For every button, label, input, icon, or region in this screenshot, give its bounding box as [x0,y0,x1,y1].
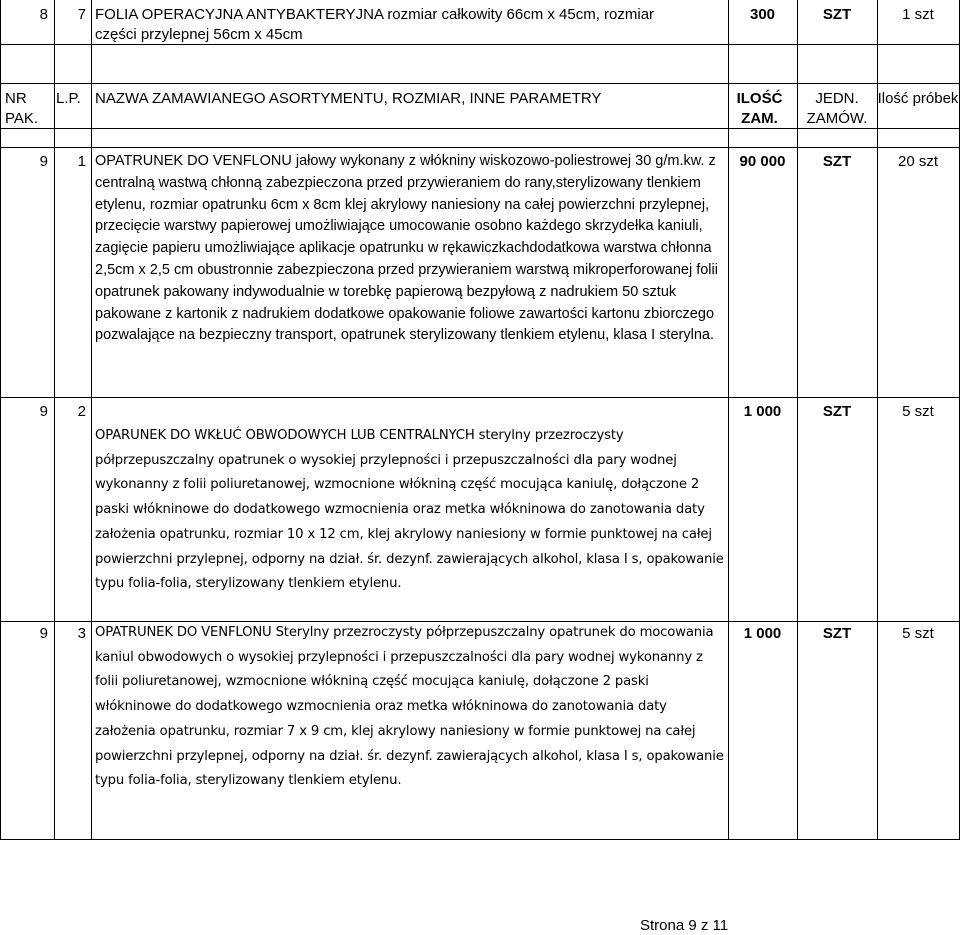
header-name: NAZWA ZAMAWIANEGO ASORTYMENTU, ROZMIAR, INNE PARAMETRY [95,90,602,107]
header-unit: JEDN. ZAMÓW. [806,90,868,127]
nr-pak-cell: 8 [39,6,48,23]
unit-cell: SZT [822,403,852,420]
lp-cell: 1 [77,153,86,170]
grid-line [0,147,960,148]
sample-cell: 20 szt [897,153,939,170]
header-quantity: ILOŚĆ ZAM. [736,90,783,127]
grid-line [0,83,960,84]
header-nr-pak: NR PAK. [5,90,39,127]
grid-line [54,0,55,839]
lp-cell: 7 [77,6,86,23]
unit-cell: SZT [822,625,852,642]
grid-line [91,0,92,839]
grid-line [0,0,1,839]
nr-pak-cell: 9 [39,153,48,170]
item-name-cell: FOLIA OPERACYJNA ANTYBAKTERYJNA rozmiar całkowity 66cm x 45cm, rozmiar części przylepnej 56cm x 45cm [95,6,655,43]
quantity-cell: 1 000 [743,625,782,642]
sample-cell: 5 szt [902,403,934,420]
lp-cell: 2 [77,403,86,420]
header-sample: Ilość próbek [877,90,959,107]
quantity-cell: 90 000 [739,153,786,170]
item-description-cell: OPARUNEK DO WKŁUĆ OBWODOWYCH LUB CENTRALNYCH sterylny przezroczysty półprzepuszczalny opatrunek o wysokiej przylepności i przepuszczalności dla pary wodnej wykonanny z folii poliuretanowej, wzmocnione włókniną część mocująca kaniulę, dołączone 2 paski włókninowe do dodatkowego wzmocnienia oraz metka włókninowa do zanotowania daty założenia opatrunku, rozmiar 10 x 12 cm, klej akrylowy naniesiony w formie punktowej na całej powierzchni przylepnej, odporny na dział. śr. dezynf. zawierających alkohol, klasa I s, opakowanie typu folia-folia, sterylizowany tlenkiem etylenu. [95,428,724,592]
unit-cell: SZT [822,6,852,23]
quantity-cell: 300 [749,6,776,23]
item-description-cell: OPATRUNEK DO VENFLONU Sterylny przezroczysty półprzepuszczalny opatrunek do mocowania kaniul obwodowych o wysokiej przylepności i przepuszczalności dla pary wodnej wykonanny z folii poliuretanowej, wzmocnione włókniną część mocująca kaniulę, dołączone 2 paski włókninowe do dodatkowego wzmocnienia oraz metka włókninowa do zanotowania daty założenia opatrunku, rozmiar 7 x 9 cm, klej akrylowy naniesiony w formie punktowej na całej powierzchni przylepnej, odporny na dział. śr. dezynf. zawierających alkohol, klasa I s, opakowanie typu folia-folia, sterylizowany tlenkiem etylenu. [95,625,724,789]
sample-cell: 1 szt [902,6,934,23]
grid-line [0,839,960,840]
lp-cell: 3 [77,625,86,642]
page-number: Strona 9 z 11 [640,917,729,934]
item-description-cell: OPATRUNEK DO VENFLONU jałowy wykonany z włókniny wiskozowo-poliestrowej 30 g/m.kw. z centralną wastwą chłonną zabezpieczona przed przywieraniem do rany,sterylizowany tlenkiem etylenu, rozmiar opatrunku 6cm x 8cm klej akrylowy naniesiony na całej powierzchni przylepnej, przecięcie warstwy papierowej umożliwiające umocowanie osobno każdego skrzydełka kaniuli, zagięcie papieru umożliwiające aplikacje opatrunku w rękawiczkachdodatkowa warstwa chłonna 2,5cm x 2,5 cm obustronnie zabezpieczona przed przywieraniem warstwą mikroperforowanej folii opatrunek pakowany indywodualnie w torebkę papierową bezpyłową z nadrukiem 50 sztuk pakowane z kartonik z nadrukiem dodatkowe opakowanie foliowe zawartości kartonu zbiorczego pozwalające na bezpieczny transport, opatrunek sterylizowany tlenkiem etylenu, klasa I sterylna. [95,153,718,344]
grid-line [0,397,960,398]
nr-pak-cell: 9 [39,403,48,420]
quantity-cell: 1 000 [743,403,782,420]
sample-cell: 5 szt [902,625,934,642]
header-lp: L.P. [56,90,81,107]
nr-pak-cell: 9 [39,625,48,642]
unit-cell: SZT [822,153,852,170]
